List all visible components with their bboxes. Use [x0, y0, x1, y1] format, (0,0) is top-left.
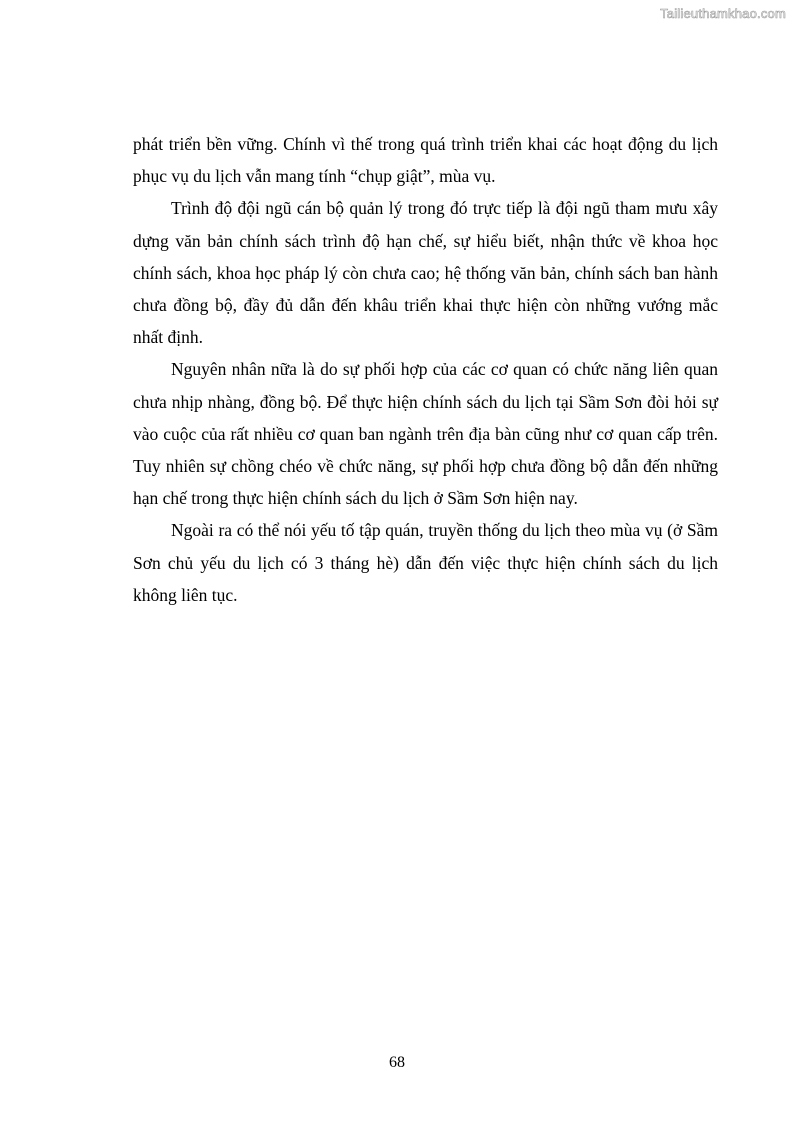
paragraph-coordination: Nguyên nhân nữa là do sự phối hợp của các cơ quan có chức năng liên quan chưa nhịp nhàng, đồng bộ. Để thực hiện chính sách du lịch tại Sầm Sơn đòi hỏi sự vào cuộc của rất nhiều cơ quan ban ngành trên địa bàn cũng như cơ quan cấp trên. Tuy nhiên sự chồng chéo về chức năng, sự phối hợp chưa đồng bộ dẫn đến những hạn chế trong thực hiện chính sách du lịch ở Sầm Sơn hiện nay.: [133, 359, 718, 509]
paragraph-continuation: phát triển bền vững. Chính vì thế trong quá trình triển khai các hoạt động du lịch phục vụ du lịch vẫn mang tính “chụp giật”, mùa vụ.: [133, 134, 718, 187]
watermark-text: Tailieuthamkhao.com: [660, 6, 786, 21]
paragraph-seasonal-habits: Ngoài ra có thể nói yếu tố tập quán, truyền thống du lịch theo mùa vụ (ở Sầm Sơn chủ yếu du lịch có 3 tháng hè) dẫn đến việc thực hiện chính sách du lịch không liên tục.: [133, 520, 718, 605]
document-body: [133, 128, 718, 611]
paragraph-staff-capacity: Trình độ đội ngũ cán bộ quản lý trong đó trực tiếp là đội ngũ tham mưu xây dựng văn bản chính sách trình độ hạn chế, sự hiểu biết, nhận thức về khoa học chính sách, khoa học pháp lý còn chưa cao; hệ thống văn bản, chính sách ban hành chưa đồng bộ, đầy đủ dẫn đến khâu triển khai thực hiện còn những vướng mắc nhất định.: [133, 198, 718, 348]
page-number: 68: [389, 1054, 405, 1071]
